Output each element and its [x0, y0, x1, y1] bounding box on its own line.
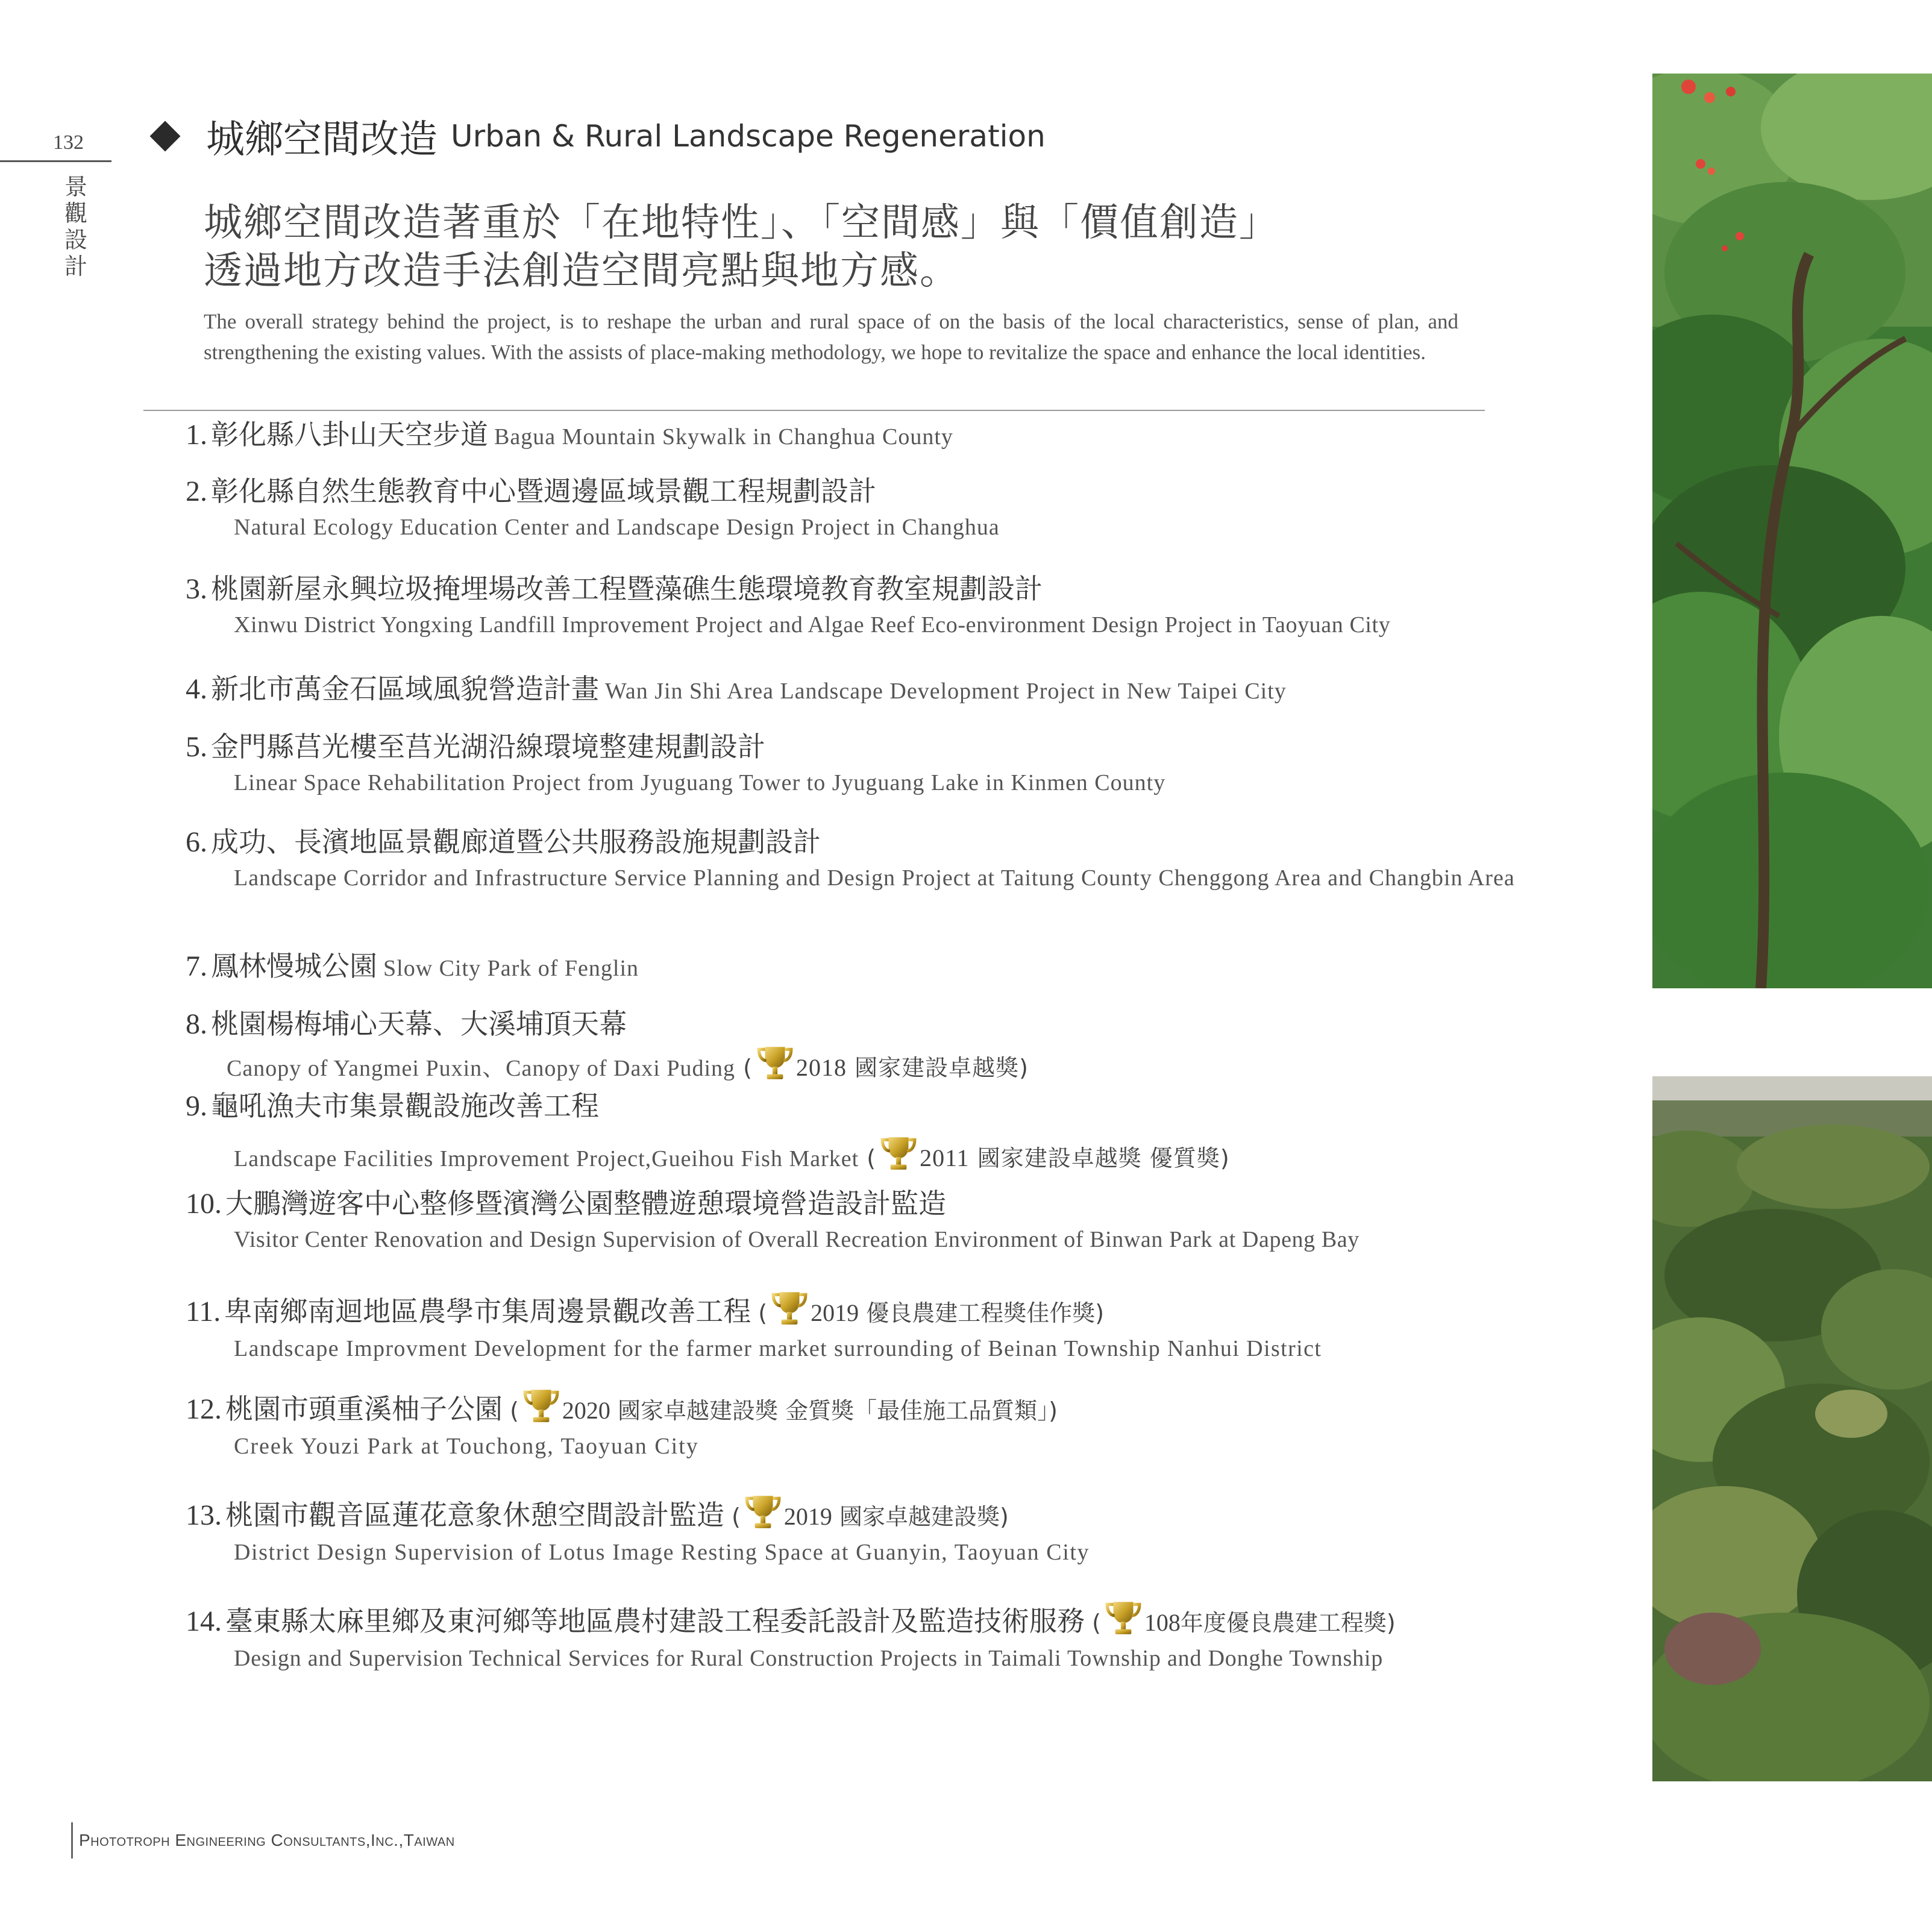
award-badge: ( 2019 國家卓越建設獎) — [724, 1504, 1009, 1530]
aerial-forest-image — [1652, 1076, 1932, 1781]
project-title-zh: 大鵬灣遊客中心整修暨濱灣公園整體遊憩環境營造設計監造 — [225, 1187, 946, 1220]
project-title-en: Slow City Park of Fenglin — [383, 956, 639, 981]
project-title-en: Design and Supervision Technical Services for Rural Construction Projects in Taimali Township and Donghe Township — [234, 1646, 1384, 1671]
page-number: 132 — [53, 131, 84, 154]
trophy-icon — [521, 1386, 561, 1426]
award-year: 2019 — [811, 1299, 859, 1326]
side-label-char: 觀 — [64, 200, 87, 227]
award-year: 2020 — [562, 1397, 610, 1424]
project-title-en: District Design Supervision of Lotus Image Resting Space at Guanyin, Taoyuan City — [234, 1540, 1090, 1565]
award-year: 2018 — [795, 1054, 847, 1081]
award-badge: ( 2018 國家建設卓越獎) — [735, 1055, 1029, 1081]
section-title-en: Urban & Rural Landscape Regeneration — [451, 119, 1046, 154]
award-name: 國家卓越建設獎 金質獎「最佳施工品質類」 — [618, 1397, 1049, 1424]
intro-zh-line-1: 城鄉空間改造著重於「在地特性」、「空間感」與「價值創造」 — [204, 201, 1279, 245]
project-number: 11. — [186, 1296, 221, 1328]
project-number: 3. — [186, 573, 207, 605]
project-item-7 — [186, 947, 1590, 987]
project-title-en: Bagua Mountain Skywalk in Changhua County — [494, 424, 953, 450]
project-title-en: Visitor Center Renovation and Design Supervision of Overall Recreation Environment of Binwan Park at Dapeng Bay — [234, 1227, 1360, 1252]
flame-tree-image — [1652, 74, 1932, 988]
section-heading — [151, 108, 1046, 164]
project-item-13 — [186, 1492, 1590, 1569]
project-title-zh: 彰化縣自然生態教育中心暨週邊區域景觀工程規劃設計 — [211, 475, 876, 507]
project-title-en: Canopy of Yangmei Puxin、Canopy of Daxi Puding — [227, 1056, 736, 1081]
project-title-en: Xinwu District Yongxing Landfill Improvement Project and Algae Reef Eco-environment Design Project in Taoyuan City — [234, 612, 1391, 638]
project-item-10 — [186, 1185, 1590, 1256]
project-number: 5. — [186, 731, 207, 763]
project-number: 6. — [186, 826, 207, 858]
divider — [143, 410, 1485, 411]
intro-english: The overall strategy behind the project, is to reshape the urban and rural space of on the basis of the local characteristics, sense of plan, and strengthening the existing values. With the assists of place-making methodology, we hope to revitalize the space and enhance the local identities. — [204, 310, 1458, 364]
trophy-icon — [1103, 1598, 1143, 1638]
project-item-3 — [186, 570, 1590, 642]
trophy-icon — [755, 1043, 795, 1083]
section-title-zh: 城鄉空間改造 — [206, 118, 438, 162]
award-name: 國家建設卓越獎 優質獎 — [977, 1145, 1220, 1171]
project-title-en-line — [234, 1134, 1576, 1176]
footer — [71, 1822, 455, 1858]
project-number: 4. — [186, 673, 207, 705]
award-name: 優良農建工程獎佳作獎 — [866, 1300, 1096, 1326]
footer-bar — [71, 1822, 73, 1858]
project-title-zh: 龜吼漁夫市集景觀設施改善工程 — [211, 1090, 599, 1122]
project-number: 13. — [186, 1499, 222, 1531]
project-number: 1. — [186, 419, 207, 451]
project-item-12 — [186, 1386, 1590, 1463]
project-title-zh: 新北市萬金石區域風貌營造計畫 — [211, 673, 599, 705]
project-item-4 — [186, 670, 1590, 710]
project-item-14 — [186, 1598, 1590, 1675]
side-label-char: 設 — [64, 227, 87, 253]
trophy-icon — [743, 1492, 783, 1532]
award-year: 108 — [1144, 1609, 1181, 1636]
project-title-zh: 金門縣莒光樓至莒光湖沿線環境整建規劃設計 — [211, 730, 765, 763]
award-badge: ( 108年度優良農建工程獎) — [1085, 1610, 1396, 1636]
award-name: 國家建設卓越獎 — [855, 1055, 1020, 1081]
project-title-zh: 桃園楊梅埔心天幕、大溪埔頂天幕 — [211, 1008, 627, 1040]
side-label-char: 景 — [64, 174, 87, 200]
project-title-zh: 鳳林慢城公園 — [211, 950, 377, 982]
project-title-zh: 成功、長濱地區景觀廊道暨公共服務設施規劃設計 — [211, 826, 821, 858]
page-number-rule — [0, 160, 111, 162]
project-item-9 — [186, 1087, 1590, 1176]
photo-aerial-forest — [1652, 1076, 1932, 1781]
project-title-en: Wan Jin Shi Area Landscape Development Project in New Taipei City — [605, 679, 1287, 704]
side-section-label — [63, 174, 89, 280]
award-name: 年度優良農建工程獎 — [1180, 1610, 1387, 1636]
project-title-zh: 桃園市觀音區蓮花意象休憩空間設計監造 — [225, 1499, 724, 1531]
project-title-zh: 桃園新屋永興垃圾掩埋場改善工程暨藻礁生態環境教育教室規劃設計 — [211, 572, 1043, 605]
award-year: 2011 — [920, 1144, 970, 1171]
project-title-en: Natural Ecology Education Center and Landscape Design Project in Changhua — [234, 515, 1000, 540]
project-item-5 — [186, 728, 1590, 800]
project-number: 12. — [186, 1393, 222, 1425]
footer-company: Phototroph Engineering Consultants,Inc.,Taiwan — [79, 1831, 455, 1849]
photo-flame-tree — [1652, 74, 1932, 988]
diamond-icon — [150, 121, 181, 152]
project-title-en-line — [227, 1043, 1569, 1085]
intro-zh-line-2: 透過地方改造手法創造空間亮點與地方感。 — [204, 249, 959, 293]
award-year: 2019 — [783, 1503, 832, 1530]
project-item-11 — [186, 1288, 1590, 1366]
project-title-en: Landscape Corridor and Infrastructure Service Planning and Design Project at Taitung County Chenggong Area and Changbin Area — [234, 865, 1515, 891]
trophy-icon — [770, 1288, 809, 1328]
project-number: 10. — [186, 1188, 222, 1220]
project-title-zh: 桃園市頭重溪柚子公園 — [225, 1393, 503, 1425]
side-label-char: 計 — [64, 253, 87, 280]
project-number: 2. — [186, 475, 207, 507]
project-item-8 — [186, 1005, 1590, 1085]
project-item-6 — [186, 823, 1590, 895]
project-number: 7. — [186, 950, 207, 982]
project-title-en: Landscape Facilities Improvement Project,Gueihou Fish Market — [234, 1146, 859, 1171]
project-title-en: Creek Youzi Park at Touchong, Taoyuan City — [234, 1434, 699, 1459]
project-title-en: Linear Space Rehabilitation Project from Jyuguang Tower to Jyuguang Lake in Kinmen County — [234, 770, 1166, 795]
award-badge: ( 2020 國家卓越建設獎 金質獎「最佳施工品質類」) — [503, 1397, 1058, 1424]
trophy-icon — [879, 1134, 918, 1173]
award-name: 國家卓越建設獎 — [839, 1504, 1000, 1530]
project-title-zh: 彰化縣八卦山天空步道 — [211, 418, 488, 451]
project-number: 8. — [186, 1008, 207, 1040]
project-item-2 — [186, 472, 1590, 544]
award-badge: ( 2011 國家建設卓越獎 優質獎) — [859, 1145, 1229, 1171]
project-title-zh: 臺東縣太麻里鄉及東河鄉等地區農村建設工程委託設計及監造技術服務 — [225, 1605, 1085, 1637]
project-title-zh: 卑南鄉南迴地區農學市集周邊景觀改善工程 — [224, 1295, 751, 1328]
intro-chinese — [204, 199, 1469, 295]
project-item-1 — [186, 416, 1590, 456]
award-badge: ( 2019 優良農建工程獎佳作獎) — [751, 1300, 1104, 1326]
project-number: 14. — [186, 1605, 222, 1637]
project-number: 9. — [186, 1090, 207, 1122]
project-title-en: Landscape Improvment Development for the farmer market surrounding of Beinan Township Nanhui District — [234, 1336, 1322, 1361]
